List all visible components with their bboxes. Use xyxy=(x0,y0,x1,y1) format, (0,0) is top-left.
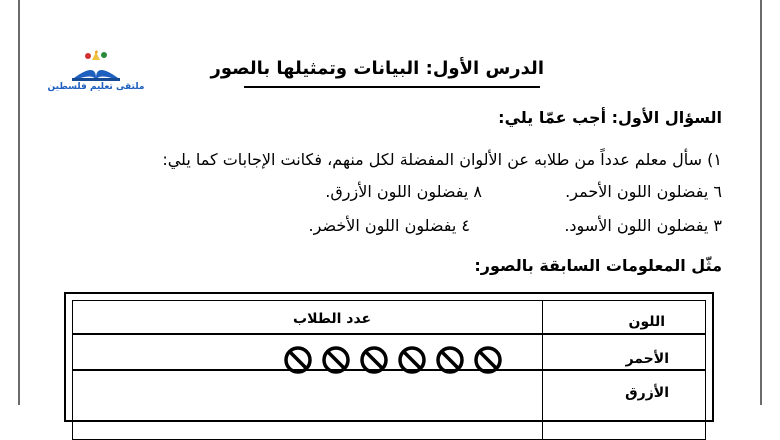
header-count: عدد الطلاب xyxy=(293,311,372,327)
title-underline xyxy=(244,86,540,88)
row-label-red: الأحمر xyxy=(625,351,669,367)
no-sign-icon xyxy=(397,345,427,375)
pictograph-table xyxy=(64,292,714,422)
table-grid xyxy=(72,300,706,440)
row-divider xyxy=(73,333,705,335)
no-sign-icon xyxy=(321,345,351,375)
book-logo-icon xyxy=(66,48,126,82)
no-sign-icon xyxy=(435,345,465,375)
header-color: اللون xyxy=(628,314,665,330)
answer-item: ٨ يفضلون اللون الأزرق. xyxy=(325,182,482,201)
no-sign-icon xyxy=(473,345,503,375)
answer-item: ٤ يفضلون اللون الأخضر. xyxy=(308,216,470,235)
no-sign-icon xyxy=(359,345,389,375)
question-heading: السؤال الأول: أجب عمّا يلي: xyxy=(498,108,722,127)
no-sign-icon xyxy=(283,345,313,375)
instruction: مثّل المعلومات السابقة بالصور: xyxy=(474,256,722,275)
lesson-title: الدرس الأول: البيانات وتمثيلها بالصور xyxy=(210,58,544,79)
logo-text: ملتقى تعليم فلسطين xyxy=(47,82,145,92)
page-border-left xyxy=(18,0,20,405)
question-text: ١) سأل معلم عدداً من طلابه عن الألوان المفضلة لكل منهم، فكانت الإجابات كما يلي: xyxy=(162,150,722,169)
row-icons-red xyxy=(283,345,543,375)
logo xyxy=(44,48,148,96)
page-border-right xyxy=(760,0,762,405)
answer-item: ٦ يفضلون اللون الأحمر. xyxy=(565,182,722,201)
row-label-blue: الأزرق xyxy=(625,385,669,401)
answer-item: ٣ يفضلون اللون الأسود. xyxy=(564,216,722,235)
